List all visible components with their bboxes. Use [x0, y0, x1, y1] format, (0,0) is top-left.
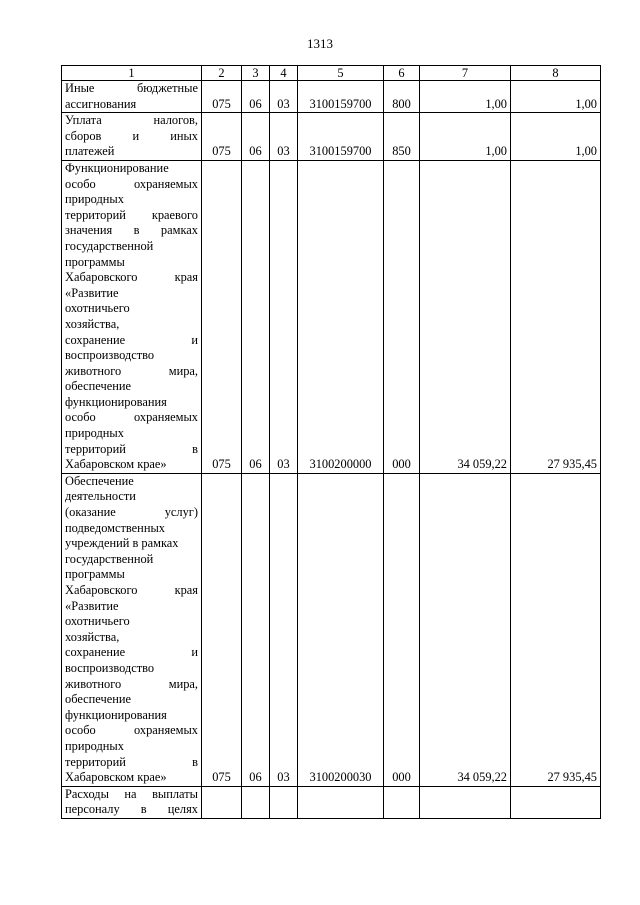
- table-row: [62, 160, 601, 473]
- description-line: [65, 129, 198, 145]
- description-word: охраняемых: [134, 723, 198, 738]
- cell-section: 06: [242, 160, 270, 473]
- cell-expense-type: 850: [384, 113, 420, 161]
- description-word: в: [192, 754, 198, 769]
- cell-expense-type: 800: [384, 81, 420, 113]
- description-line: [65, 379, 198, 395]
- description-word: функционирования: [65, 394, 167, 409]
- description-line: [65, 567, 198, 583]
- row-description: [62, 113, 202, 161]
- description-word: сохранение: [65, 332, 126, 347]
- table-row: [62, 113, 601, 161]
- description-line: [65, 410, 198, 426]
- description-line: [65, 301, 198, 317]
- description-word: налогов,: [153, 113, 198, 128]
- cell-section: 06: [242, 81, 270, 113]
- table-row: [62, 473, 601, 786]
- description-word: учреждений в рамках: [65, 536, 179, 551]
- cell-section: [242, 786, 270, 818]
- description-word: Уплата: [65, 113, 102, 128]
- description-word: территорий: [65, 441, 126, 456]
- description-line: [65, 348, 198, 364]
- description-line: [65, 270, 198, 286]
- description-line: [65, 552, 198, 568]
- description-word: в: [140, 802, 147, 817]
- cell-section: 06: [242, 113, 270, 161]
- description-word: программы: [65, 254, 125, 269]
- cell-subsection: [270, 786, 298, 818]
- cell-admin-code: 075: [202, 81, 242, 113]
- column-header: 8: [511, 66, 601, 81]
- description-line: [65, 223, 198, 239]
- description-word: охотничьего: [65, 301, 130, 316]
- row-description: [62, 473, 202, 786]
- description-word: особо: [65, 176, 96, 191]
- description-line: [65, 192, 198, 208]
- description-line: [65, 614, 198, 630]
- column-header: 3: [242, 66, 270, 81]
- description-line: [65, 208, 198, 224]
- row-description: [62, 160, 202, 473]
- cell-subsection: 03: [270, 81, 298, 113]
- description-word: деятельности: [65, 489, 136, 504]
- description-word: услуг): [164, 505, 198, 520]
- description-line: [65, 395, 198, 411]
- description-word: природных: [65, 426, 124, 441]
- description-word: природных: [65, 738, 124, 753]
- description-word: мира,: [168, 676, 198, 691]
- cell-expense-type: 000: [384, 160, 420, 473]
- cell-expense-type: [384, 786, 420, 818]
- cell-amount-col7: 1,00: [420, 81, 511, 113]
- description-line: [65, 474, 198, 490]
- description-line: [65, 692, 198, 708]
- description-word: (оказание: [65, 505, 116, 520]
- cell-admin-code: [202, 786, 242, 818]
- cell-amount-col8: [511, 786, 601, 818]
- description-word: особо: [65, 410, 96, 425]
- description-word: обеспечение: [65, 379, 131, 394]
- description-line: [65, 599, 198, 615]
- description-word: функционирования: [65, 707, 167, 722]
- description-line: [65, 583, 198, 599]
- row-description: [62, 786, 202, 818]
- row-description: [62, 81, 202, 113]
- description-word: животного: [65, 676, 122, 691]
- description-word: воспроизводство: [65, 660, 155, 675]
- description-line: [65, 97, 198, 113]
- cell-amount-col7: 34 059,22: [420, 160, 511, 473]
- budget-table: [61, 65, 601, 819]
- description-word: иных: [170, 128, 198, 143]
- description-line: [65, 286, 198, 302]
- description-line: [65, 442, 198, 458]
- description-line: [65, 521, 198, 537]
- description-line: [65, 739, 198, 755]
- page-number: 1313: [307, 36, 333, 51]
- description-word: программы: [65, 567, 125, 582]
- description-word: государственной: [65, 551, 154, 566]
- cell-amount-col7: 1,00: [420, 113, 511, 161]
- description-word: Иные: [65, 81, 95, 95]
- description-line: [65, 802, 198, 818]
- description-word: Функционирование: [65, 160, 169, 175]
- description-word: рамках: [160, 223, 198, 238]
- description-word: бюджетные: [136, 81, 198, 95]
- description-word: выплаты: [152, 786, 198, 801]
- description-line: [65, 770, 198, 786]
- description-word: на: [124, 786, 137, 801]
- description-line: [65, 755, 198, 771]
- description-line: [65, 239, 198, 255]
- description-line: [65, 364, 198, 380]
- description-line: [65, 177, 198, 193]
- description-word: Расходы: [65, 786, 109, 801]
- description-word: целях: [167, 802, 198, 817]
- description-word: и: [191, 645, 198, 660]
- cell-admin-code: 075: [202, 113, 242, 161]
- description-line: [65, 457, 198, 473]
- description-word: охотничьего: [65, 614, 130, 629]
- description-word: Хабаровского: [65, 270, 138, 285]
- cell-amount-col7: 34 059,22: [420, 473, 511, 786]
- cell-admin-code: 075: [202, 473, 242, 786]
- cell-target-article: 3100200000: [298, 160, 384, 473]
- description-word: государственной: [65, 238, 154, 253]
- cell-amount-col7: [420, 786, 511, 818]
- description-line: [65, 255, 198, 271]
- cell-subsection: 03: [270, 473, 298, 786]
- column-header: 2: [202, 66, 242, 81]
- header-row: [62, 66, 601, 81]
- description-word: краевого: [151, 207, 198, 222]
- description-word: в: [192, 441, 198, 456]
- description-word: края: [174, 270, 198, 285]
- cell-admin-code: 075: [202, 160, 242, 473]
- description-line: [65, 161, 198, 177]
- description-word: Хабаровском крае»: [65, 770, 167, 785]
- description-word: территорий: [65, 754, 126, 769]
- description-word: персоналу: [65, 802, 120, 817]
- cell-subsection: 03: [270, 160, 298, 473]
- cell-expense-type: 000: [384, 473, 420, 786]
- description-line: [65, 645, 198, 661]
- description-line: [65, 144, 198, 160]
- description-word: сохранение: [65, 645, 126, 660]
- description-word: и: [132, 128, 140, 143]
- cell-target-article: 3100200030: [298, 473, 384, 786]
- description-line: [65, 505, 198, 521]
- description-word: края: [174, 583, 198, 597]
- cell-amount-col8: 27 935,45: [511, 160, 601, 473]
- description-word: мира,: [168, 363, 198, 378]
- description-word: платежей: [65, 144, 115, 159]
- description-line: [65, 317, 198, 333]
- description-line: [65, 113, 198, 129]
- description-line: [65, 630, 198, 646]
- description-line: [65, 426, 198, 442]
- column-header: 5: [298, 66, 384, 81]
- column-header: 7: [420, 66, 511, 81]
- description-line: [65, 723, 198, 739]
- description-line: [65, 81, 198, 97]
- description-word: и: [191, 332, 198, 347]
- description-word: «Развитие: [65, 598, 119, 613]
- cell-target-article: [298, 786, 384, 818]
- description-word: воспроизводство: [65, 348, 155, 363]
- cell-amount-col8: 27 935,45: [511, 473, 601, 786]
- description-word: ассигнования: [65, 96, 137, 111]
- table-row: [62, 786, 601, 818]
- description-line: [65, 787, 198, 803]
- cell-target-article: 3100159700: [298, 113, 384, 161]
- description-line: [65, 489, 198, 505]
- cell-amount-col8: 1,00: [511, 113, 601, 161]
- description-word: территорий: [65, 207, 126, 222]
- description-word: охраняемых: [134, 410, 198, 425]
- description-word: охраняемых: [134, 176, 198, 191]
- cell-target-article: 3100159700: [298, 81, 384, 113]
- description-line: [65, 333, 198, 349]
- description-word: Хабаровского: [65, 583, 138, 597]
- description-line: [65, 536, 198, 552]
- table-row: [62, 81, 601, 113]
- description-line: [65, 661, 198, 677]
- description-word: Хабаровском крае»: [65, 457, 167, 472]
- cell-amount-col8: 1,00: [511, 81, 601, 113]
- description-word: в: [133, 223, 140, 238]
- column-header: 6: [384, 66, 420, 81]
- description-word: Обеспечение: [65, 473, 134, 488]
- description-word: сборов: [65, 128, 102, 143]
- description-word: животного: [65, 363, 122, 378]
- column-header: 1: [62, 66, 202, 81]
- description-word: «Развитие: [65, 285, 119, 300]
- column-header: 4: [270, 66, 298, 81]
- description-word: хозяйства,: [65, 629, 120, 644]
- description-word: хозяйства,: [65, 316, 120, 331]
- cell-section: 06: [242, 473, 270, 786]
- description-word: подведомственных: [65, 520, 165, 535]
- description-word: обеспечение: [65, 692, 131, 707]
- description-line: [65, 677, 198, 693]
- cell-subsection: 03: [270, 113, 298, 161]
- description-word: значения: [65, 223, 113, 238]
- description-line: [65, 708, 198, 724]
- description-word: особо: [65, 723, 96, 738]
- description-word: природных: [65, 192, 124, 207]
